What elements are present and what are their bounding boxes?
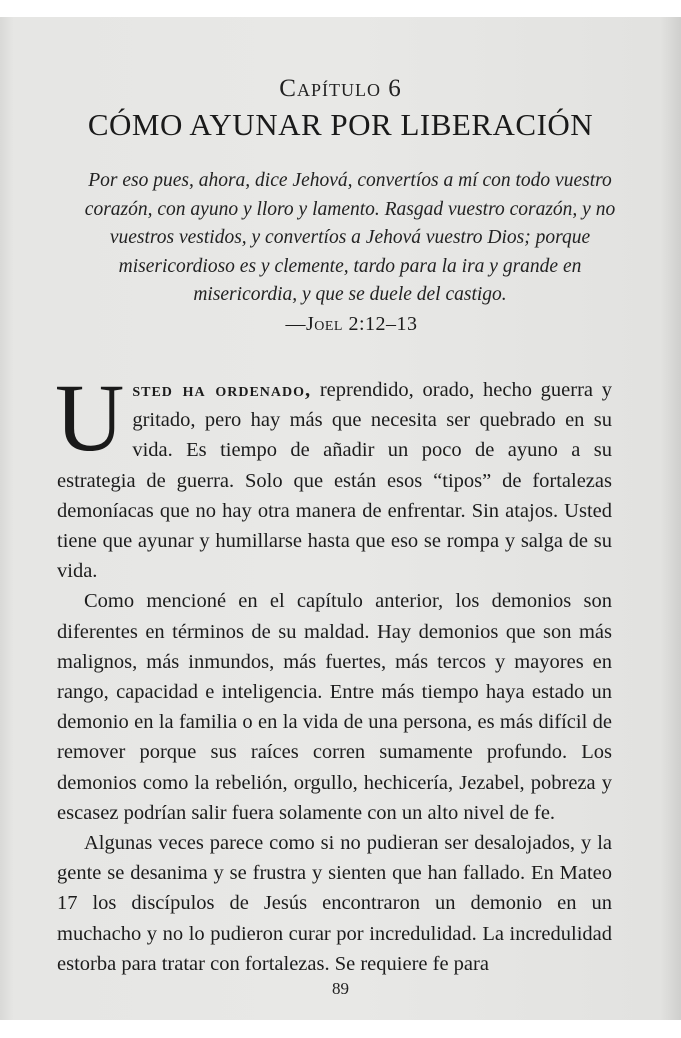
chapter-title: CÓMO AYUNAR POR LIBERACIÓN xyxy=(87,107,594,142)
paragraph-2: Como mencioné en el capítulo anterior, los demonios son diferentes en términos de su maldad. Hay demonios que son más malignos, más inmundos, más fuertes, más tercos y mayores en rango, capacidad e inteligencia. Entre más tiempo haya estado un demonio en la familia o en la vida de una persona, es más difícil de remover porque sus raíces corren sumamente profundo. Los demonios como la rebelión, orgullo, hechicería, Jezabel, pobreza y escasez podrían salir fuera solamente con un alto nivel de fe. xyxy=(57,590,612,824)
chapter-label: Capítulo 6 xyxy=(279,75,402,102)
paragraph-1 xyxy=(55,364,612,586)
paragraph-3: Algunas veces parece como si no pudieran ser desalojados, y la gente se desanima y se frustra y sienten que han fallado. En Mateo 17 los discípulos de Jesús encontraron un demonio en un muchacho y no lo pudieron curar por incredulidad. La incredulidad estorba para tratar con fortalezas. Se requiere fe para xyxy=(57,832,612,975)
chapter-body xyxy=(55,364,612,979)
paragraph-text: reprendido, orado, hecho guerra y gritado, pero hay más que necesita ser quebrado en su vida. Es tiempo de añadir un poco de ayuno a su estrategia de guerra. Solo que están esos “tipos” de fortalezas demoníacas que no hay otra manera de enfrentar. Sin atajos. Usted tiene que ayunar y humillarse hasta que eso se rompa y salga de su vida. xyxy=(57,379,612,583)
page-number: 89 xyxy=(332,979,349,998)
drop-cap: U xyxy=(55,364,125,471)
epigraph-quote: Por eso pues, ahora, dice Jehová, convertíos a mí con todo vuestro corazón, con ayuno y lloro y lamento. Rasgad vuestro corazón, y no vuestros vestidos, y convertíos a Jehová vuestro Dios; porque misericordioso es y clemente, tardo para la ira y grande en misericordia, y que se duele del castigo. xyxy=(84,170,616,305)
epigraph-reference: —Joel 2:12–13 xyxy=(285,313,418,335)
book-page xyxy=(0,17,681,1020)
lead-in-small-caps: sted ha ordenado, xyxy=(132,379,312,401)
